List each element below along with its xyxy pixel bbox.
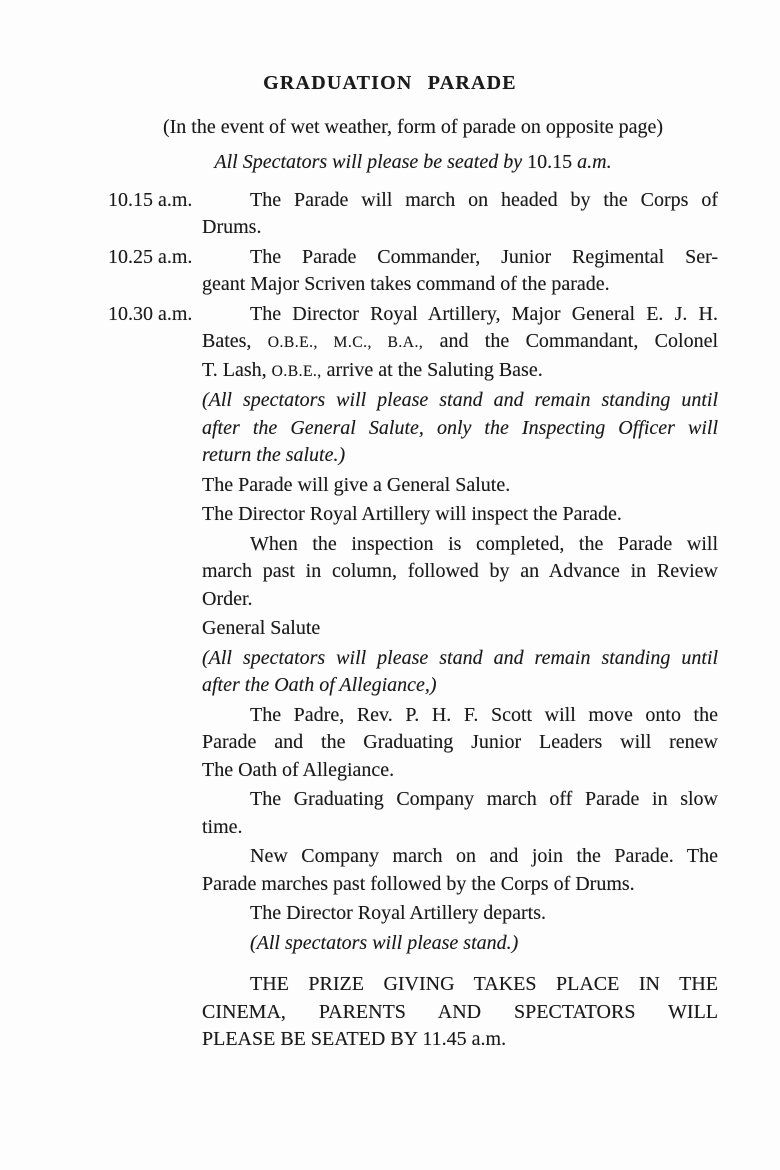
paragraph	[202, 843, 718, 898]
text-line: after the General Salute, only the Inspecting Officer will	[202, 416, 718, 439]
text-line: geant Major Scriven takes command of the parade.	[202, 273, 610, 295]
text-segment: O.B.E., M.C., B.A.,	[267, 334, 424, 351]
paragraph	[202, 472, 718, 500]
text-line: Order.	[202, 587, 253, 610]
paragraph	[202, 645, 718, 700]
text-segment: arrive at the Saluting Base.	[321, 358, 543, 381]
schedule-entry	[108, 244, 718, 299]
paragraph	[202, 702, 718, 785]
text-segment: a.m.	[577, 151, 612, 173]
text-segment: O.B.E.,	[271, 362, 322, 380]
text-line: after the Oath of Allegiance,)	[202, 674, 437, 696]
text-segment: Bates,	[202, 330, 268, 352]
schedule-entry	[108, 301, 719, 386]
text-segment: 10.15	[527, 151, 578, 173]
page-title: GRADUATION PARADE	[263, 72, 517, 94]
text-line: PLEASE BE SEATED BY 11.45 a.m.	[202, 1028, 507, 1050]
paragraph	[202, 387, 718, 470]
text-line: march past in column, followed by an Advance in Review	[202, 560, 718, 582]
text-line: CINEMA, PARENTS AND SPECTATORS WILL	[202, 1000, 718, 1023]
time-label: 10.15 a.m.	[108, 188, 193, 211]
text-line: The Parade will give a General Salute.	[202, 473, 511, 496]
text-line: time.	[202, 815, 243, 838]
wet-weather-note: (In the event of wet weather, form of parade on opposite page)	[162, 115, 664, 138]
paragraph	[202, 971, 718, 1054]
text-line: (All spectators will please stand and remain standing until	[202, 389, 718, 411]
text-line: The Director Royal Artillery departs.	[250, 902, 547, 924]
paragraph	[202, 930, 718, 958]
text-line: The Director Royal Artillery, Major General E. J. H.	[250, 302, 718, 325]
paragraph	[202, 531, 718, 614]
text-line	[202, 328, 718, 357]
text-segment: and the Commandant, Colonel	[423, 330, 719, 352]
text-line: When the inspection is completed, the Parade will	[250, 532, 718, 555]
time-label: 10.30 a.m.	[108, 302, 193, 325]
text-line: (All spectators will please stand and remain standing until	[202, 646, 718, 669]
paragraph	[202, 501, 718, 529]
paragraph	[202, 615, 718, 643]
text-line: Parade and the Graduating Junior Leaders will renew	[202, 731, 718, 753]
text-segment: T. Lash,	[202, 358, 272, 381]
text-line	[202, 357, 718, 386]
paragraph	[202, 786, 718, 841]
time-label: 10.25 a.m.	[108, 245, 193, 268]
text-line: return the salute.)	[202, 444, 346, 466]
text-line: THE PRIZE GIVING TAKES PLACE IN THE	[250, 973, 718, 995]
schedule	[108, 187, 718, 1054]
text-line: Drums.	[202, 216, 262, 238]
text-line: The Oath of Allegiance.	[202, 758, 395, 781]
text-line: The Graduating Company march off Parade in slow	[250, 788, 718, 810]
text-line: The Parade will march on headed by the Corps of	[250, 188, 718, 211]
text-line: The Padre, Rev. P. H. F. Scott will move onto the	[250, 703, 718, 726]
text-line: The Parade Commander, Junior Regimental Ser-	[250, 245, 718, 268]
text-line: New Company march on and join the Parade. The	[250, 845, 718, 867]
text-line: General Salute	[202, 617, 321, 639]
spectators-seated-note	[108, 149, 718, 177]
text-segment: All Spectators will please be seated by	[214, 151, 528, 173]
paragraph	[202, 900, 718, 928]
text-line: Parade marches past followed by the Corps of Drums.	[202, 872, 635, 895]
schedule-entry	[108, 187, 718, 242]
text-line: The Director Royal Artillery will inspect the Parade.	[202, 503, 622, 525]
text-line: (All spectators will please stand.)	[250, 931, 519, 954]
